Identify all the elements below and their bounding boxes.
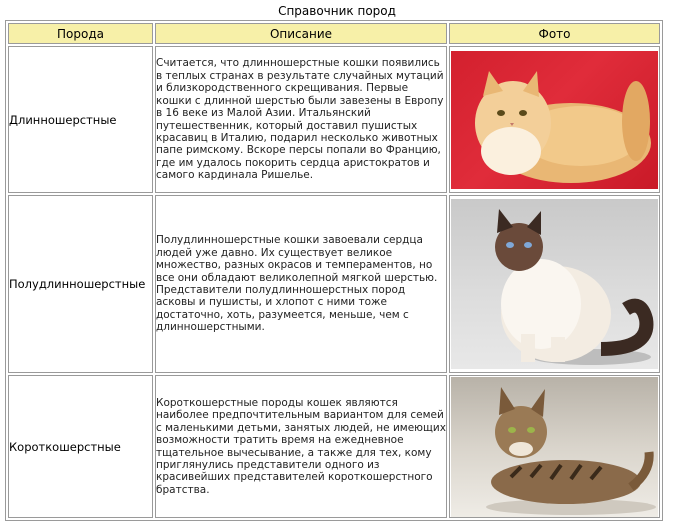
- ginger-longhair-cat-photo: [451, 51, 658, 189]
- header-breed: Порода: [8, 23, 153, 44]
- breed-description: Считается, что длинношерстные кошки появились в теплых странах в результате случайных мутаций и близкородственного скрещивания. Первые кошки с длинной шерстью были завезены в Европу в 16 веке из Малой Азии. Итальянский путешественник, который доставил пушистых красавиц в Италию, подарил несколько животных папе римскому. Вскоре персы попали во Францию, где им удалось покорить сердца аристократов и самого кардинала Ришелье.: [155, 46, 447, 193]
- photo-cell: [449, 195, 660, 373]
- tabby-shorthair-cat-photo: [451, 377, 658, 517]
- photo-cell: [449, 375, 660, 518]
- header-row: [8, 23, 660, 44]
- table-row: [8, 375, 660, 518]
- breed-name: Длинношерстные: [8, 46, 153, 193]
- breed-reference-table: [5, 20, 663, 521]
- breed-name: Полудлинношерстные: [8, 195, 153, 373]
- photo-cell: [449, 46, 660, 193]
- header-description: Описание: [155, 23, 447, 44]
- breed-description: Короткошерстные породы кошек являются наиболее предпочтительным вариантом для семей с маленькими детьми, занятых людей, не имеющих возможности тратить время на ежедневное тщательное вычесывание, а также для тех, кому приглянулись представители одного из красивейших представителей короткошерстного братства.: [155, 375, 447, 518]
- colorpoint-semi-longhair-cat-photo: [451, 199, 658, 369]
- breed-name: Короткошерстные: [8, 375, 153, 518]
- header-photo: Фото: [449, 23, 660, 44]
- breed-description: Полудлинношерстные кошки завоевали сердца людей уже давно. Их существует великое множество, разных окрасов и темпераментов, но все они обладают великолепной мягкой шерстью. Представители полудлинношерстных пород асковы и пушисты, и хлопот с ними тоже достаточно, хоть, разумеется, меньше, чем с длинношерстными.: [155, 195, 447, 373]
- table-row: [8, 46, 660, 193]
- table-caption: Справочник пород: [278, 4, 396, 18]
- table-row: [8, 195, 660, 373]
